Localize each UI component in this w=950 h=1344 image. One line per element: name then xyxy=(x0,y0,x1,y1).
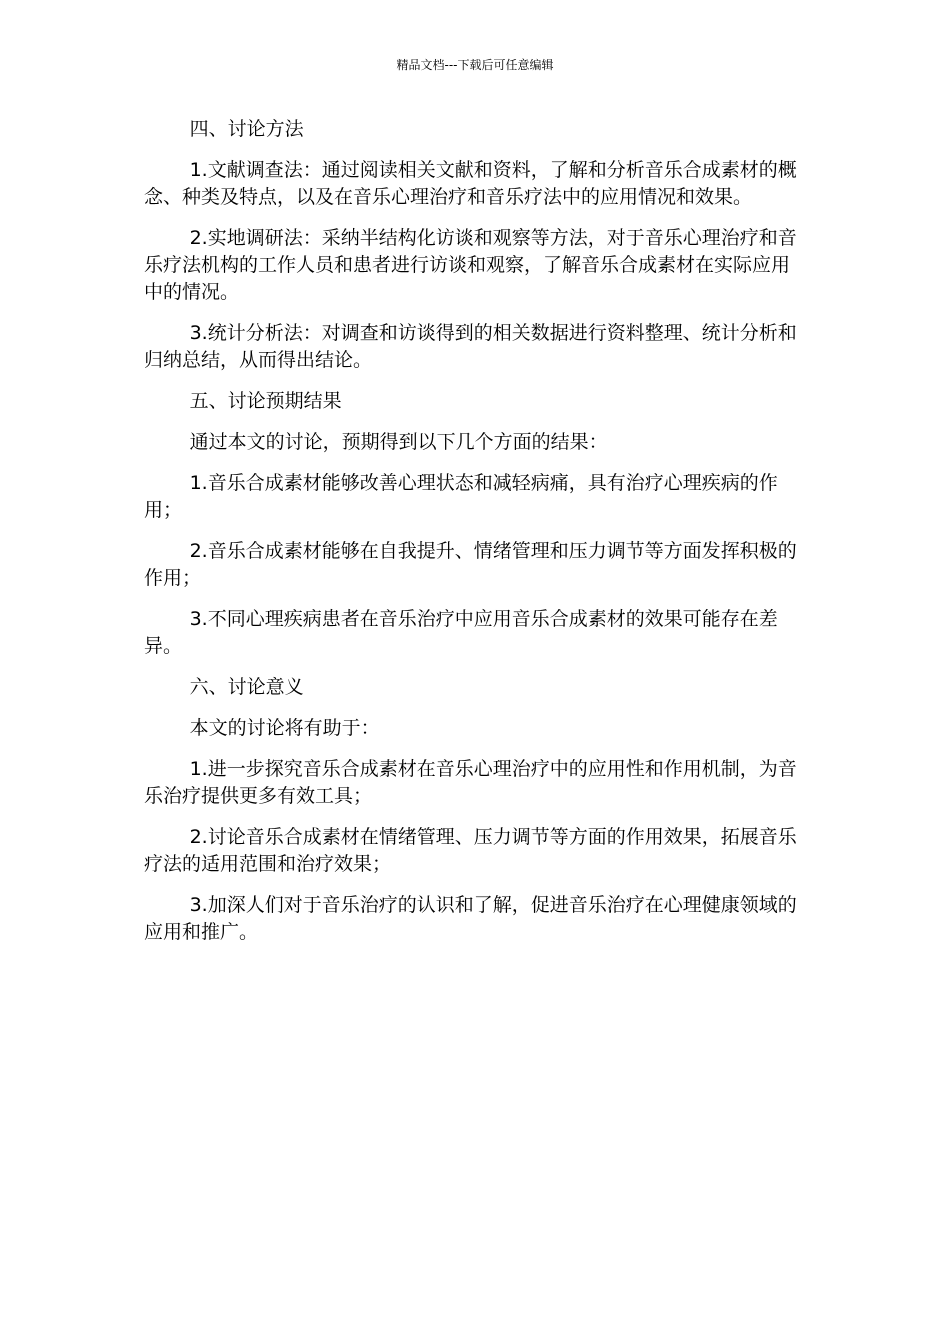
page-header: 精品文档---下载后可任意编辑 xyxy=(396,58,554,72)
paragraph-significance-2: 2.讨论音乐合成素材在情绪管理、压力调节等方面的作用效果，拓展音乐疗法的适用范围和治疗效果； xyxy=(144,826,797,875)
section-heading-expected-results: 五、讨论预期结果 xyxy=(189,390,342,412)
paragraph-method-literature: 1.文献调查法：通过阅读相关文献和资料，了解和分析音乐合成素材的概念、种类及特点，以及在音乐心理治疗和音乐疗法中的应用情况和效果。 xyxy=(144,159,797,208)
paragraph-result-3: 3.不同心理疾病患者在音乐治疗中应用音乐合成素材的效果可能存在差异。 xyxy=(144,608,778,657)
paragraph-significance-1: 1.进一步探究音乐合成素材在音乐心理治疗中的应用性和作用机制，为音乐治疗提供更多有效工具； xyxy=(144,758,797,807)
section-heading-methods: 四、讨论方法 xyxy=(189,118,304,140)
paragraph-method-statistics: 3.统计分析法：对调查和访谈得到的相关数据进行资料整理、统计分析和归纳总结，从而得出结论。 xyxy=(144,322,797,371)
paragraph-method-fieldwork: 2.实地调研法：采纳半结构化访谈和观察等方法，对于音乐心理治疗和音乐疗法机构的工作人员和患者进行访谈和观察，了解音乐合成素材在实际应用中的情况。 xyxy=(144,227,797,303)
document-body xyxy=(144,116,804,960)
section-heading-significance: 六、讨论意义 xyxy=(189,676,304,698)
paragraph-significance-3: 3.加深人们对于音乐治疗的认识和了解，促进音乐治疗在心理健康领域的应用和推广。 xyxy=(144,894,797,943)
paragraph-result-1: 1.音乐合成素材能够改善心理状态和减轻病痛，具有治疗心理疾病的作用； xyxy=(144,472,778,521)
paragraph-results-intro: 通过本文的讨论，预期得到以下几个方面的结果： xyxy=(189,431,608,453)
paragraph-result-2: 2.音乐合成素材能够在自我提升、情绪管理和压力调节等方面发挥积极的作用； xyxy=(144,540,797,589)
paragraph-significance-intro: 本文的讨论将有助于： xyxy=(189,717,380,739)
